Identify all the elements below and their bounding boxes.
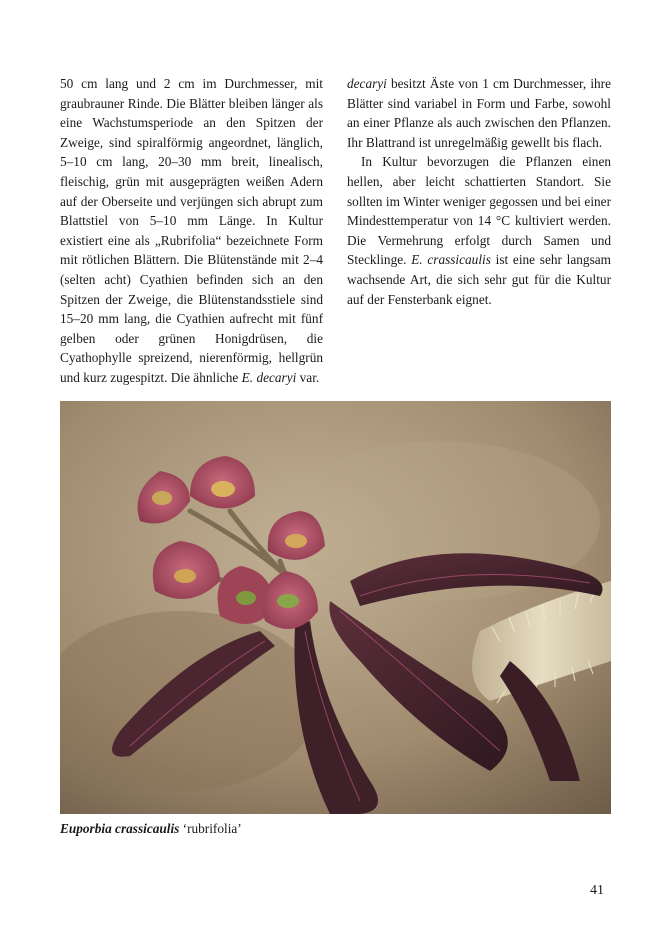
species-name: decaryi [347,76,387,91]
text-run: var. [296,369,320,385]
text-run: besitzt Äste von 1 cm Durchmesser, ihre Blätter sind variabel in Form und Farbe, sowohl an einer Pflanze als auch zwischen den Pflanzen. Ihr Blattrand ist unregelmäßig gewellt bis flach. [347,76,611,150]
caption-cultivar: ‘rubrifolia’ [179,821,242,836]
right-paragraph-2 [347,152,611,309]
species-name: E. decaryi [241,369,297,385]
species-name: E. crassicaulis [411,252,491,268]
page-number: 41 [590,883,604,898]
figure-caption [60,821,242,837]
right-text-column [347,74,611,309]
plant-photo [60,401,611,814]
caption-species: Euporbia crassicaulis [60,821,180,836]
left-text-column [60,74,323,388]
text-run: In Kultur bevorzugen die Pflanzen einen hellen, aber leicht schattierten Standort. Sie sollten im Winter weniger gegossen und bei einer Mindesttemperatur von 14 °C kultiviert werden. Die Vermehrung erfolgt durch Samen und Stecklinge. [347,154,611,268]
left-paragraph [60,74,323,388]
text-run: ist eine sehr langsam wachsende Art, die sich sehr gut für die Kultur auf der Fensterbank eignet. [347,252,611,307]
text-run: 50 cm lang und 2 cm im Durchmesser, mit graubrauner Rinde. Die Blätter bleiben länger als eine Wachstumsperiode an den Spitzen der Zweige, sind spiralförmig angeordnet, länglich, 5–10 cm lang, 20–30 mm breit, linealisch, fleischig, grün mit ausgeprägten weißen Adern auf der Oberseite und verjüngen sich abrupt zum Blattstiel von 5–10 mm Länge. In Kultur existiert eine als „Rubrifolia“ bezeichnete Form mit rötlichen Blättern. Die Blütenstände mit 2–4 (selten acht) Cyathien befinden sich an den Spitzen der Zweige, die Blütenstandsstiele sind 15–20 mm lang, die Cyathien aufrecht mit fünf gelben oder grünen Honigdrüsen, die Cyathophylle spreizend, nierenförmig, hellgrün und kurz zugespitzt. Die ähnliche [60,76,323,385]
right-paragraph-1 [347,74,611,152]
euphorbia-illustration [60,401,611,814]
